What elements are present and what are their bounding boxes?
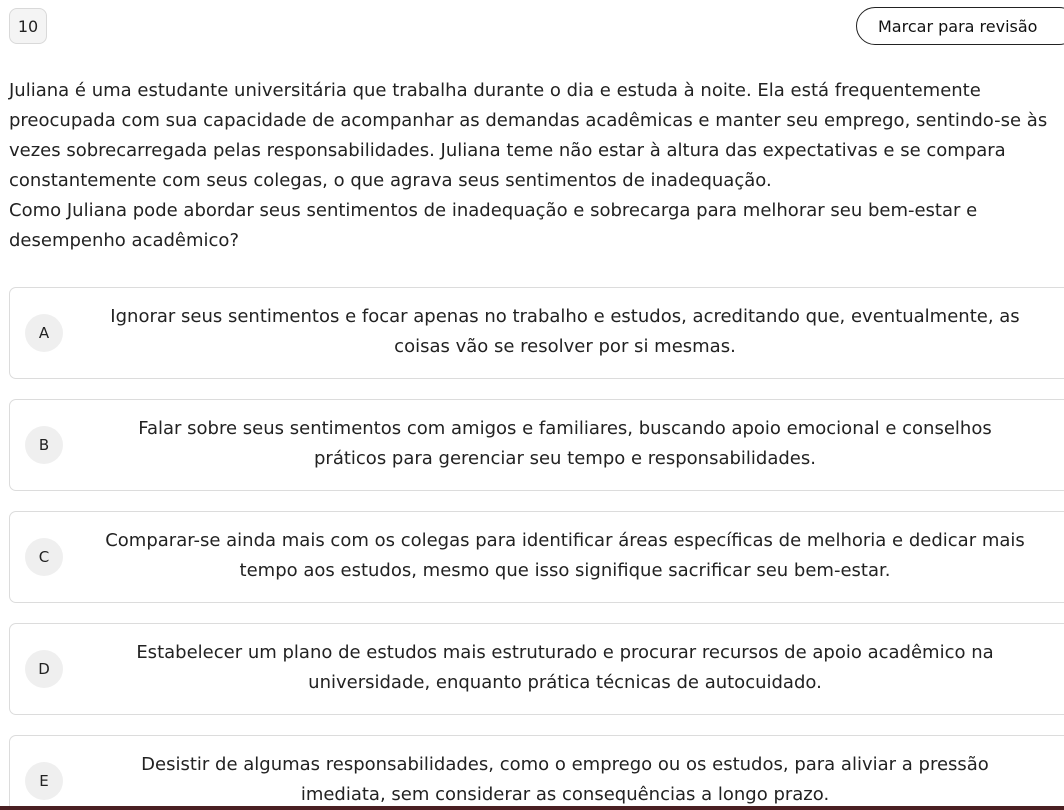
option-letter-a: A: [25, 314, 63, 352]
option-letter-c: C: [25, 538, 63, 576]
option-text-e: [80, 750, 1050, 810]
option-letter-b: B: [25, 426, 63, 464]
option-text-line: imediata, sem considerar as consequências a longo prazo.: [300, 784, 830, 805]
option-d[interactable]: [9, 623, 1064, 715]
option-text-c: [80, 526, 1050, 586]
mark-for-review-button[interactable]: Marcar para revisão: [856, 7, 1064, 45]
option-text-line: práticos para gerenciar seu tempo e responsabilidades.: [314, 448, 816, 469]
option-text-line: tempo aos estudos, mesmo que isso signifique sacrificar seu bem-estar.: [239, 560, 891, 581]
option-b[interactable]: [9, 399, 1064, 491]
option-text-a: [80, 302, 1050, 362]
question-number-badge: 10: [9, 8, 47, 44]
option-text-line: Comparar-se ainda mais com os colegas para identificar áreas específicas de melhoria e dedicar mais: [105, 530, 1025, 551]
question-prompt: Como Juliana pode abordar seus sentimentos de inadequação e sobrecarga para melhorar seu bem-estar e desempenho acadêmico?: [9, 200, 978, 251]
option-a[interactable]: [9, 287, 1064, 379]
option-text-b: [80, 414, 1050, 474]
option-text-line: Ignorar seus sentimentos e focar apenas no trabalho e estudos, acreditando que, eventualmente, as: [110, 306, 1020, 327]
option-c[interactable]: [9, 511, 1064, 603]
question-stem: [9, 76, 1057, 256]
option-text-line: Desistir de algumas responsabilidades, como o emprego ou os estudos, para aliviar a pressão: [141, 754, 989, 775]
option-text-line: coisas vão se resolver por si mesmas.: [394, 336, 736, 357]
bottom-divider: [0, 806, 1064, 810]
option-text-line: Falar sobre seus sentimentos com amigos e familiares, buscando apoio emocional e conselhos: [138, 418, 992, 439]
question-context: Juliana é uma estudante universitária que trabalha durante o dia e estuda à noite. Ela está frequentemente preocupada com sua capacidade de acompanhar as demandas acadêmicas e manter seu emprego, sentindo-se às vezes sobrecarregada pelas responsabilidades. Juliana teme não estar à altura das expectativas e se compara constantemente com seus colegas, o que agrava seus sentimentos de inadequação.: [9, 80, 1048, 191]
option-text-d: [80, 638, 1050, 698]
option-text-line: universidade, enquanto prática técnicas de autocuidado.: [308, 672, 822, 693]
option-text-line: Estabelecer um plano de estudos mais estruturado e procurar recursos de apoio acadêmico na: [136, 642, 994, 663]
option-e[interactable]: [9, 735, 1064, 810]
option-letter-e: E: [25, 762, 63, 800]
option-letter-d: D: [25, 650, 63, 688]
